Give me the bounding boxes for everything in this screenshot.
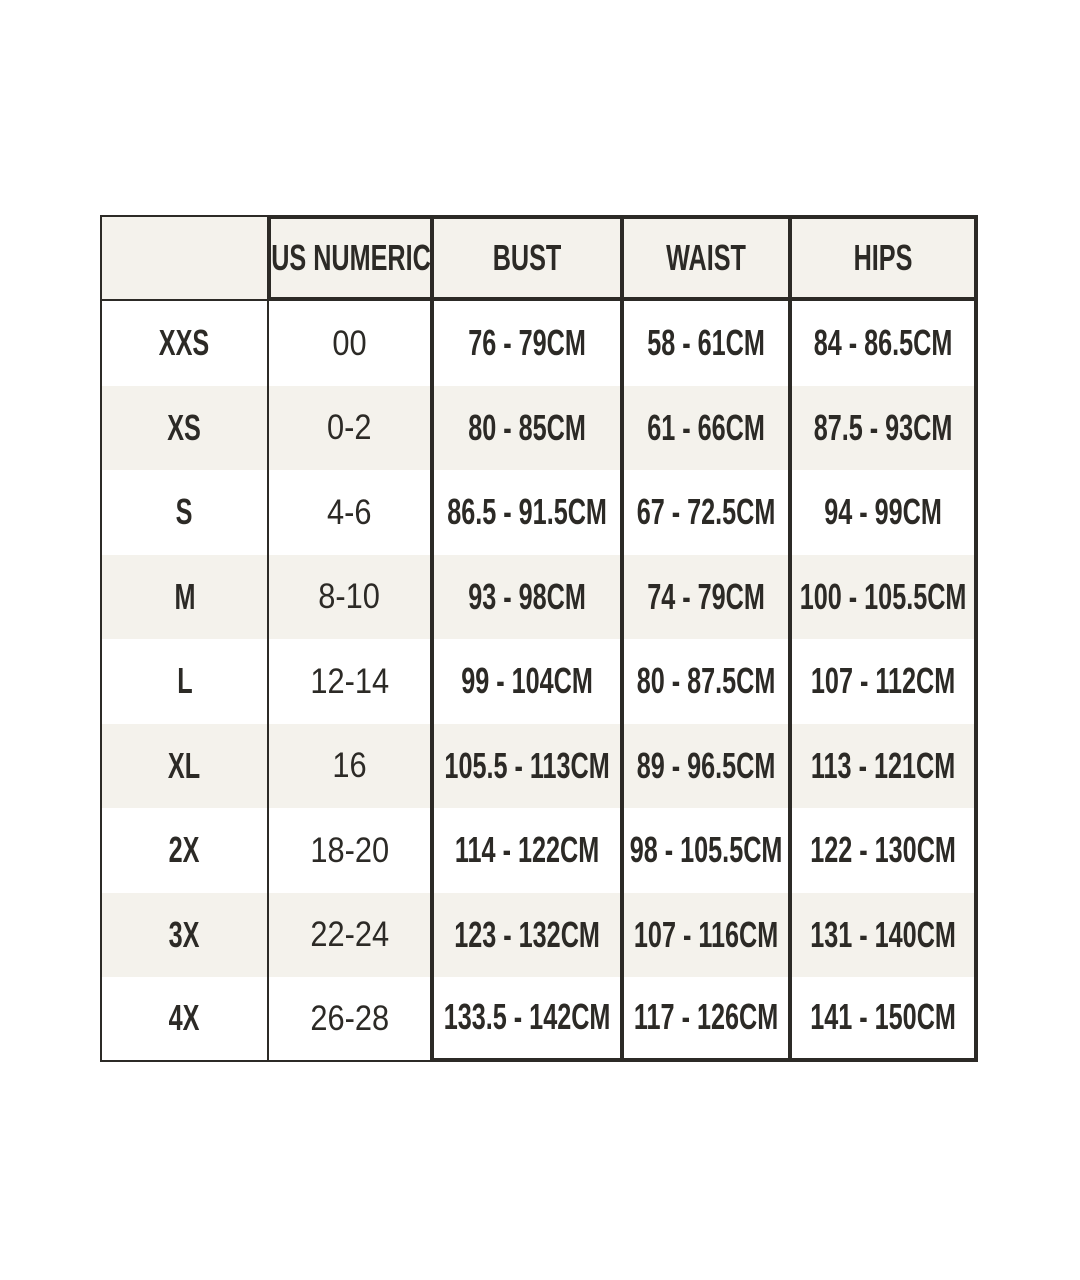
column-header-label: HIPS	[853, 237, 913, 278]
hips-cell	[788, 470, 978, 555]
hips-value: 113 - 121CM	[810, 744, 956, 786]
us-numeric-value: 16	[332, 746, 367, 786]
size-cell	[100, 470, 267, 555]
bust-value: 133.5 - 142CM	[443, 996, 611, 1038]
size-label: L	[176, 660, 193, 702]
us-numeric-cell	[267, 977, 430, 1062]
us-numeric-cell	[267, 893, 430, 978]
hips-value: 122 - 130CM	[810, 829, 956, 871]
waist-value: 107 - 116CM	[633, 913, 779, 955]
column-header-hips	[788, 215, 978, 301]
bust-cell	[430, 555, 620, 640]
size-cell	[100, 301, 267, 386]
size-cell	[100, 893, 267, 978]
hips-value: 131 - 140CM	[810, 913, 956, 955]
waist-value: 58 - 61CM	[647, 322, 765, 364]
hips-value: 94 - 99CM	[824, 491, 942, 533]
waist-cell	[620, 386, 788, 471]
bust-cell	[430, 639, 620, 724]
hips-cell	[788, 555, 978, 640]
bust-value: 114 - 122CM	[454, 829, 600, 871]
bust-value: 86.5 - 91.5CM	[447, 491, 607, 533]
bust-value: 123 - 132CM	[454, 913, 600, 955]
bust-cell	[430, 386, 620, 471]
size-cell	[100, 555, 267, 640]
bust-cell	[430, 893, 620, 978]
column-header-bust	[430, 215, 620, 301]
us-numeric-cell	[267, 639, 430, 724]
hips-value: 107 - 112CM	[810, 660, 956, 702]
size-chart-table	[100, 215, 978, 1062]
waist-value: 74 - 79CM	[647, 575, 765, 617]
us-numeric-cell	[267, 808, 430, 893]
bust-cell	[430, 808, 620, 893]
us-numeric-value: 12-14	[310, 661, 389, 701]
waist-value: 117 - 126CM	[633, 996, 779, 1038]
hips-value: 87.5 - 93CM	[813, 406, 953, 448]
us-numeric-cell	[267, 301, 430, 386]
waist-value: 61 - 66CM	[647, 406, 765, 448]
size-label: 4X	[169, 997, 200, 1039]
bust-value: 80 - 85CM	[468, 406, 586, 448]
us-numeric-cell	[267, 386, 430, 471]
waist-cell	[620, 808, 788, 893]
bust-cell	[430, 470, 620, 555]
hips-cell	[788, 808, 978, 893]
us-numeric-cell	[267, 555, 430, 640]
size-label: S	[176, 491, 193, 533]
us-numeric-value: 00	[332, 323, 367, 363]
us-numeric-value: 0-2	[327, 408, 372, 448]
hips-cell	[788, 639, 978, 724]
waist-cell	[620, 301, 788, 386]
column-header-us-numeric	[267, 215, 430, 301]
us-numeric-cell	[267, 470, 430, 555]
size-label: XL	[168, 744, 201, 786]
size-cell	[100, 808, 267, 893]
bust-value: 99 - 104CM	[461, 660, 593, 702]
waist-cell	[620, 639, 788, 724]
waist-value: 89 - 96.5CM	[636, 744, 776, 786]
size-cell	[100, 724, 267, 809]
hips-cell	[788, 301, 978, 386]
bust-cell	[430, 301, 620, 386]
us-numeric-cell	[267, 724, 430, 809]
size-cell	[100, 639, 267, 724]
us-numeric-value: 22-24	[310, 915, 389, 955]
bust-cell	[430, 977, 620, 1062]
waist-value: 80 - 87.5CM	[636, 660, 776, 702]
us-numeric-value: 8-10	[318, 577, 381, 617]
size-cell	[100, 386, 267, 471]
bust-cell	[430, 724, 620, 809]
size-label: 2X	[169, 829, 200, 871]
column-header-label: US NUMERIC	[270, 237, 431, 278]
us-numeric-value: 26-28	[310, 998, 389, 1038]
size-cell	[100, 977, 267, 1062]
bust-value: 105.5 - 113CM	[444, 744, 610, 786]
waist-cell	[620, 893, 788, 978]
waist-cell	[620, 470, 788, 555]
column-header-waist	[620, 215, 788, 301]
us-numeric-value: 18-20	[310, 830, 389, 870]
waist-value: 67 - 72.5CM	[636, 491, 776, 533]
bust-value: 76 - 79CM	[468, 322, 586, 364]
size-label: 3X	[169, 913, 200, 955]
hips-cell	[788, 893, 978, 978]
size-label: XXS	[159, 322, 210, 364]
waist-cell	[620, 724, 788, 809]
bust-value: 93 - 98CM	[468, 575, 586, 617]
us-numeric-value: 4-6	[327, 492, 372, 532]
waist-value: 98 - 105.5CM	[629, 829, 783, 871]
hips-cell	[788, 724, 978, 809]
waist-cell	[620, 977, 788, 1062]
column-header-label: WAIST	[666, 237, 746, 278]
hips-cell	[788, 386, 978, 471]
column-header-label: BUST	[492, 237, 562, 278]
size-label: M	[174, 575, 195, 617]
hips-cell	[788, 977, 978, 1062]
size-label: XS	[167, 406, 202, 448]
waist-cell	[620, 555, 788, 640]
hips-value: 100 - 105.5CM	[799, 575, 967, 617]
hips-value: 84 - 86.5CM	[813, 322, 953, 364]
hips-value: 141 - 150CM	[810, 996, 956, 1038]
column-header-blank	[100, 215, 267, 301]
